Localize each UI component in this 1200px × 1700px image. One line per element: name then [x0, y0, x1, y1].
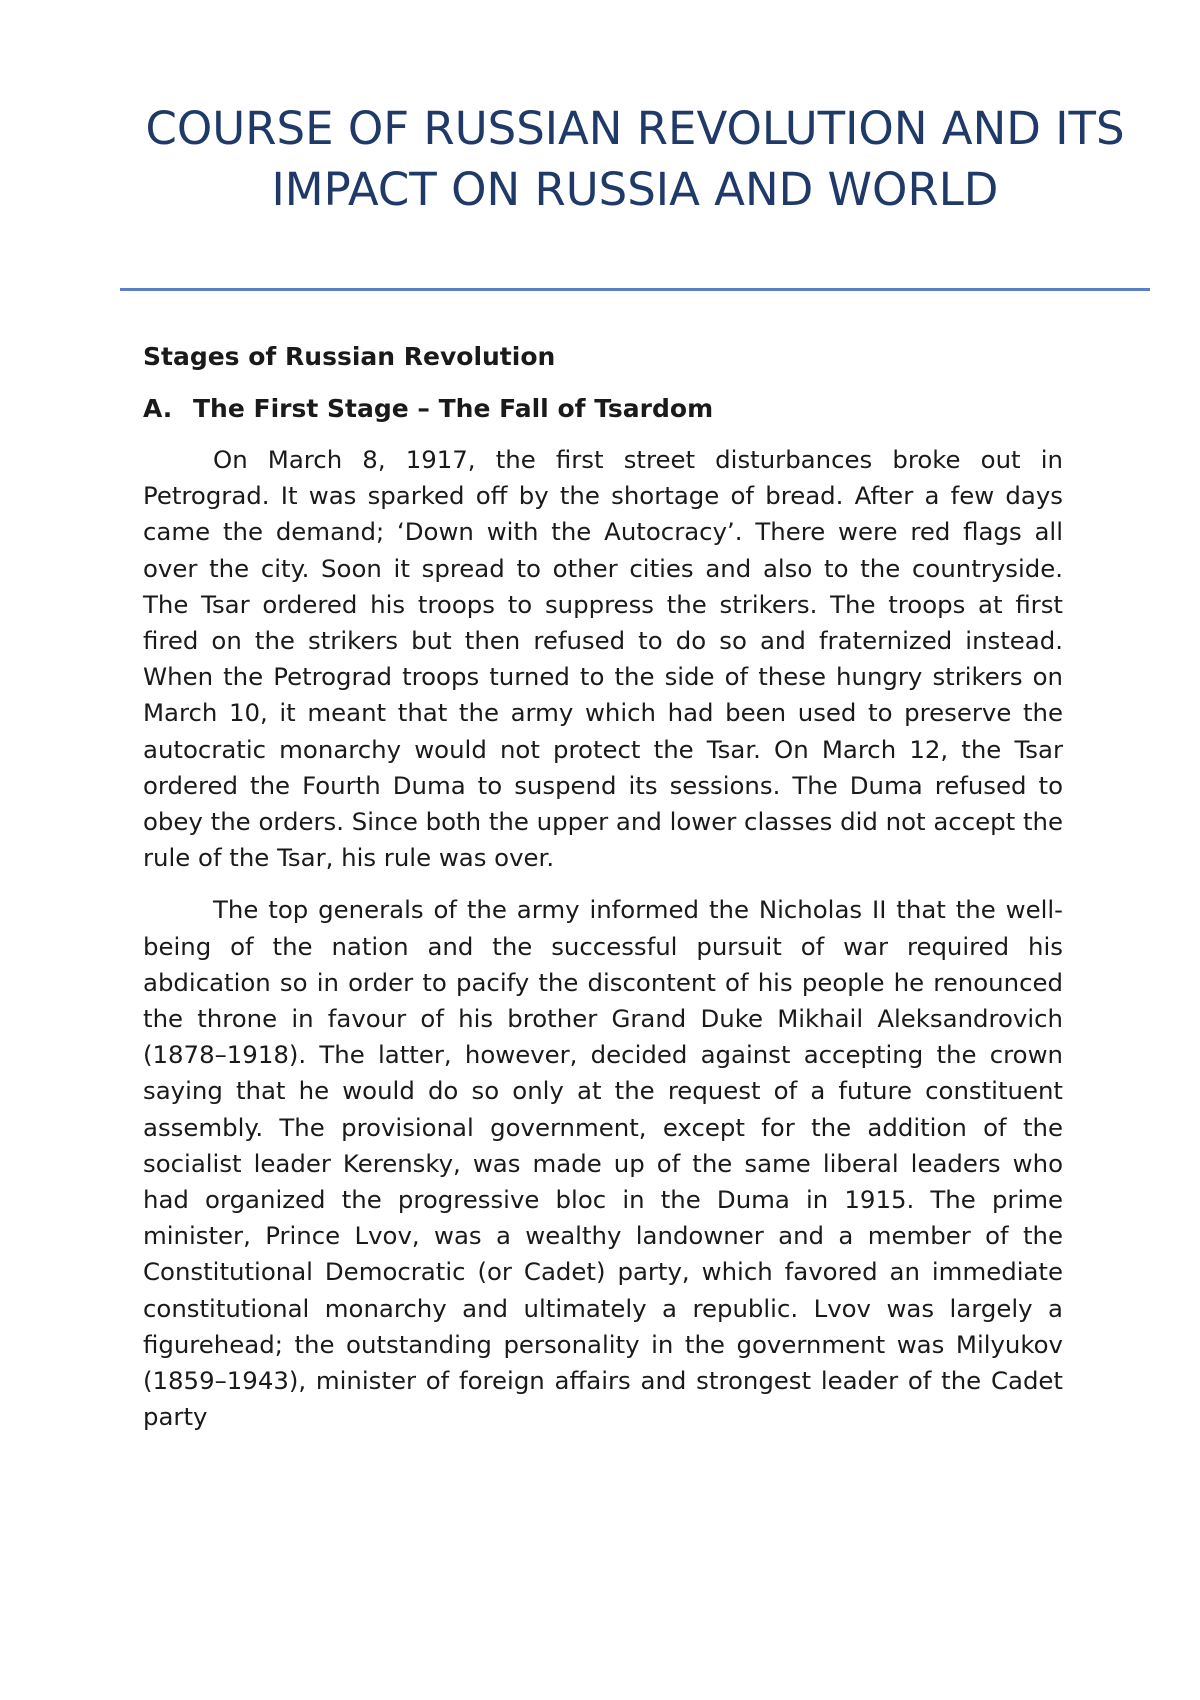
document-body [143, 340, 1063, 1451]
subsection-heading [143, 392, 1063, 426]
subsection-title: The First Stage – The Fall of Tsardom [193, 394, 714, 423]
section-heading: Stages of Russian Revolution [143, 342, 556, 371]
subsection-marker: A. [143, 394, 173, 423]
body-paragraph-2: The top generals of the army informed the Nicholas II that the well-being of the nation and the successful pursuit of war required his abdication so in order to pacify the discontent of his people he renounced the throne in favour of his brother Grand Duke Mikhail Aleksandrovich (1878–1918). The latter, however, decided against accepting the crown saying that he would do so only at the request of a future constituent assembly. The provisional government, except for the addition of the socialist leader Kerensky, was made up of the same liberal leaders who had organized the progressive bloc in the Duma in 1915. The prime minister, Prince Lvov, was a wealthy landowner and a member of the Constitutional Democratic (or Cadet) party, which favored an immediate constitutional monarchy and ultimately a republic. Lvov was largely a figurehead; the outstanding personality in the government was Milyukov (1859–1943), minister of foreign affairs and strongest leader of the Cadet party [143, 895, 1063, 1432]
title-divider [120, 288, 1150, 291]
document-title: COURSE OF RUSSIAN REVOLUTION AND ITS IMPACT ON RUSSIA AND WORLD [145, 102, 1125, 216]
body-paragraph-1: On March 8, 1917, the first street disturbances broke out in Petrograd. It was sparked off by the shortage of bread. After a few days came the demand; ‘Down with the Autocracy’. There were red flags all over the city. Soon it spread to other cities and also to the countryside. The Tsar ordered his troops to suppress the strikers. The troops at first fired on the strikers but then refused to do so and fraternized instead. When the Petrograd troops turned to the side of these hungry strikers on March 10, it meant that the army which had been used to preserve the autocratic monarchy would not protect the Tsar. On March 12, the Tsar ordered the Fourth Duma to suspend its sessions. The Duma refused to obey the orders. Since both the upper and lower classes did not accept the rule of the Tsar, his rule was over. [143, 445, 1063, 873]
